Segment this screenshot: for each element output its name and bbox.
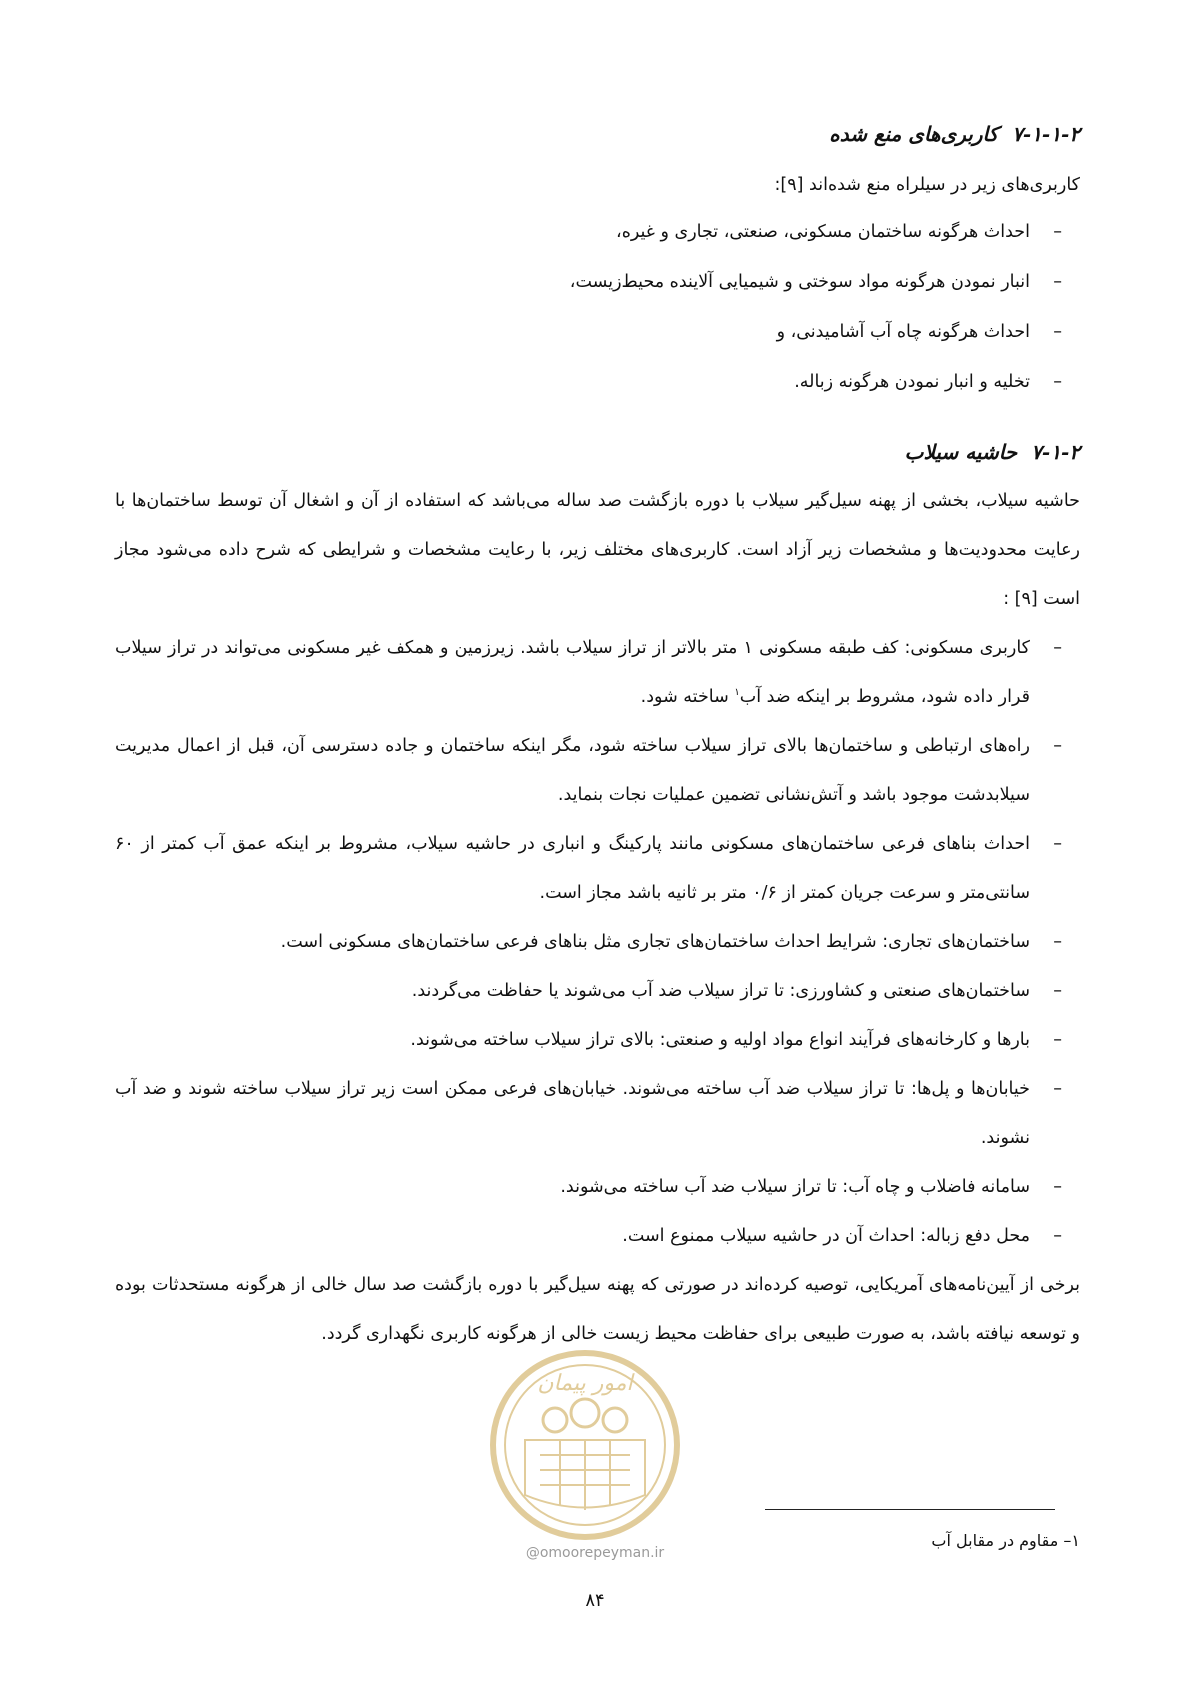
list-item: – بارها و کارخانه‌های فرآیند انواع مواد اولیه و صنعتی: بالای تراز سیلاب ساخته می‌شوند. bbox=[115, 1016, 1080, 1065]
dash-bullet: – bbox=[1053, 1030, 1062, 1050]
section-number: ۷-۱-۱-۲ bbox=[1012, 122, 1080, 146]
dash-bullet: – bbox=[1053, 372, 1062, 392]
list-item: – خیابان‌ها و پل‌ها: تا تراز سیلاب ضد آب ساخته می‌شوند. خیابان‌های فرعی ممکن است زیر تراز سیلاب ساخته شوند و ضد آب نشوند. bbox=[115, 1065, 1080, 1163]
list-item: – سامانه فاضلاب و چاه آب: تا تراز سیلاب ضد آب ساخته می‌شوند. bbox=[115, 1163, 1080, 1212]
dash-bullet: – bbox=[1053, 981, 1062, 1001]
paragraph-intro: کاربری‌های زیر در سیلراه منع شده‌اند [۹]: bbox=[774, 175, 1080, 195]
dash-bullet: – bbox=[1053, 736, 1062, 756]
list-item: – محل دفع زباله: احداث آن در حاشیه سیلاب ممنوع است. bbox=[115, 1212, 1080, 1261]
footnote-ref[interactable]: ۱ bbox=[734, 687, 740, 699]
permitted-uses-list bbox=[115, 624, 1080, 1261]
list-item: – احداث هرگونه ساختمان مسکونی، صنعتی، تجاری و غیره، bbox=[115, 207, 1080, 257]
watermark-url: @omoorepeyman.ir bbox=[525, 1545, 665, 1561]
section-body bbox=[115, 477, 1080, 1359]
dash-bullet: – bbox=[1053, 932, 1062, 952]
dash-bullet: – bbox=[1053, 1079, 1062, 1099]
list-item: – احداث بناهای فرعی ساختمان‌های مسکونی مانند پارکینگ و انباری در حاشیه سیلاب، مشروط بر اینکه عمق آب کمتر از ۶۰ سانتی‌متر و سرعت جریان کمتر از ۰/۶ متر بر ثانیه باشد مجاز است. bbox=[115, 820, 1080, 918]
section-title: حاشیه سیلاب bbox=[904, 440, 1018, 464]
paragraph-closing: برخی از آیین‌نامه‌های آمریکایی، توصیه کرده‌اند در صورتی که پهنه سیل‌گیر با دوره بازگشت صد سال خالی از هرگونه مستحدثات بوده و توسعه نیافته باشد، به صورت طبیعی برای حفاظت محیط زیست خالی از هرگونه کاربری نگهداری گردد. bbox=[115, 1275, 1080, 1344]
list-item: – تخلیه و انبار نمودن هرگونه زباله. bbox=[115, 357, 1080, 407]
section-body bbox=[115, 163, 1080, 407]
dash-bullet: – bbox=[1053, 272, 1062, 292]
footnote-divider bbox=[765, 1509, 1055, 1510]
list-item: – ساختمان‌های صنعتی و کشاورزی: تا تراز سیلاب ضد آب می‌شوند یا حفاظت می‌گردند. bbox=[115, 967, 1080, 1016]
prohibited-uses-list bbox=[115, 207, 1080, 407]
section-title: کاربری‌های منع شده bbox=[829, 122, 999, 146]
dash-bullet: – bbox=[1053, 638, 1062, 658]
watermark-seal-icon bbox=[493, 1353, 677, 1537]
dash-bullet: – bbox=[1053, 1177, 1062, 1197]
paragraph-intro: حاشیه سیلاب، بخشی از پهنه سیل‌گیر سیلاب با دوره بازگشت صد ساله می‌باشد که استفاده از آن و اشغال آن توسط ساختمان‌ها با رعایت محدودیت‌ها و مشخصات زیر آزاد است. کاربری‌های مختلف زیر، با رعایت مشخصات و شرایطی که شرح داده می‌شود مجاز است [۹] : bbox=[115, 491, 1080, 609]
dash-bullet: – bbox=[1053, 1226, 1062, 1246]
section-heading bbox=[905, 440, 1080, 464]
watermark-logo bbox=[485, 1345, 685, 1545]
list-item: – راه‌های ارتباطی و ساختمان‌ها بالای تراز سیلاب ساخته شود، مگر اینکه ساختمان و جاده دسترسی آن، قبل از اعمال مدیریت سیلابدشت موجود باشد و آتش‌نشانی تضمین عملیات نجات بنماید. bbox=[115, 722, 1080, 820]
list-item: – ساختمان‌های تجاری: شرایط احداث ساختمان‌های تجاری مثل بناهای فرعی ساختمان‌های مسکونی است. bbox=[115, 918, 1080, 967]
page-number: ۸۴ bbox=[585, 1590, 605, 1611]
section-number: ۷-۱-۲ bbox=[1031, 440, 1080, 464]
list-item: – احداث هرگونه چاه آب آشامیدنی، و bbox=[115, 307, 1080, 357]
watermark-logo-text: امور پیمان bbox=[537, 1371, 633, 1396]
footnote: ۱– مقاوم در مقابل آب bbox=[931, 1531, 1080, 1550]
list-item: – انبار نمودن هرگونه مواد سوختی و شیمیایی آلاینده محیط‌زیست، bbox=[115, 257, 1080, 307]
dash-bullet: – bbox=[1053, 222, 1062, 242]
section-heading bbox=[829, 122, 1080, 146]
dash-bullet: – bbox=[1053, 834, 1062, 854]
dash-bullet: – bbox=[1053, 322, 1062, 342]
list-item: – کاربری مسکونی: کف طبقه مسکونی ۱ متر بالاتر از تراز سیلاب باشد. زیرزمین و همکف غیر مسکونی می‌تواند در تراز سیلاب قرار داده شود، مشروط بر اینکه ضد آب$^۱$ ساخته شود. bbox=[115, 624, 1080, 722]
